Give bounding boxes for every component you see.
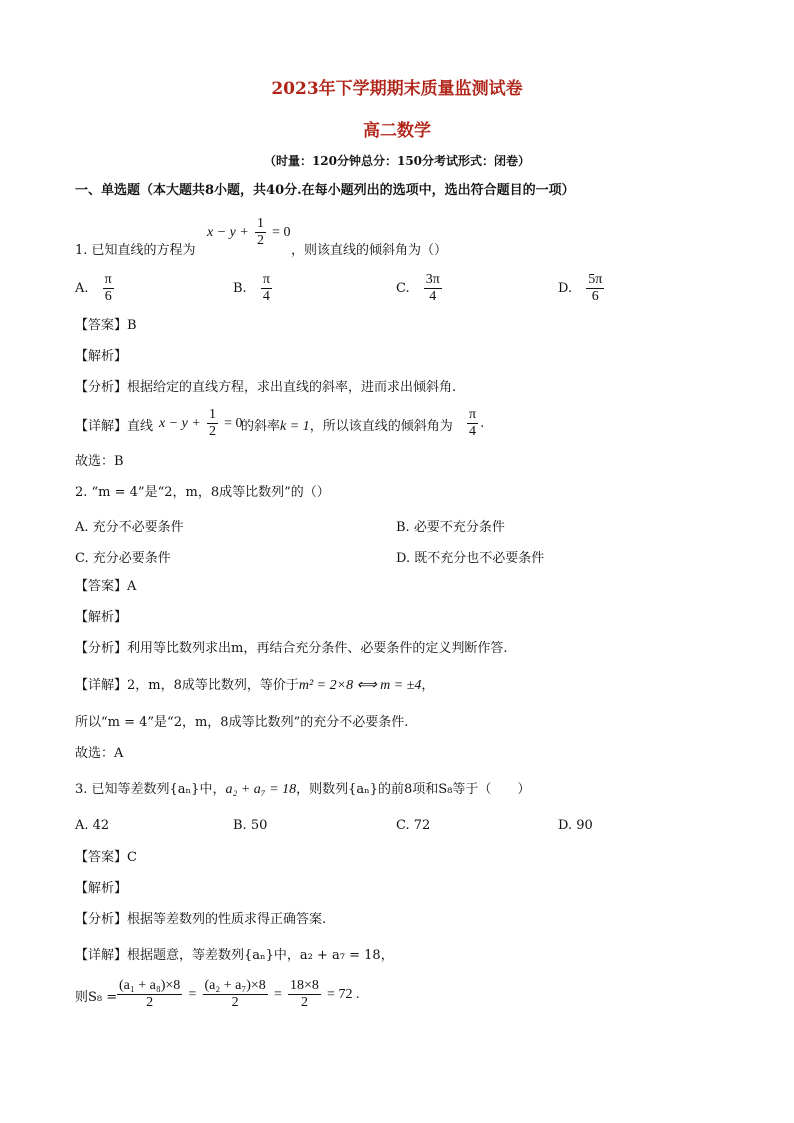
q2-option-a: A. 充分不必要条件 xyxy=(75,520,184,535)
q1-answer: 【答案】B xyxy=(75,318,137,333)
q2-option-c: C. 充分必要条件 xyxy=(75,551,171,566)
section-heading: 一、单选题（本大题共8小题，共40分.在每小题列出的选项中，选出符合题目的一项） xyxy=(75,183,575,198)
q3-option-d: D. 90 xyxy=(558,818,593,833)
q3-jiexi: 【解析】 xyxy=(75,881,128,896)
q1-equation: x − y + $\frac{1}{2}$ = 0 xyxy=(207,216,291,248)
q2-answer: 【答案】A xyxy=(75,579,137,594)
q3-answer: 【答案】C xyxy=(75,850,137,865)
q2-jiexi: 【解析】 xyxy=(75,610,128,625)
q3-option-b: B. 50 xyxy=(233,818,268,833)
q2-conclusion: 所以“m = 4”是“2，m，8成等比数列”的充分不必要条件. xyxy=(75,715,409,730)
page-subtitle: 高二数学 xyxy=(363,121,431,141)
q1-jiexi: 【解析】 xyxy=(75,349,128,364)
q3-option-a: A. 42 xyxy=(75,818,110,833)
q2-choose: 故选：A xyxy=(75,746,124,761)
q2-option-d: D. 既不充分也不必要条件 xyxy=(396,551,545,566)
q1-prefix: 1. 已知直线的方程为 xyxy=(75,243,196,258)
q1-eq-fraction: $\frac{1}{2}$ xyxy=(256,216,264,248)
q3-analysis: 【分析】根据等差数列的性质求得正确答案. xyxy=(75,912,327,927)
q1-option-c: C. $\frac{3\pi}{4}$ xyxy=(396,272,440,304)
q1-analysis: 【分析】根据给定的直线方程，求出直线的斜率，进而求出倾斜角. xyxy=(75,380,457,395)
question-3-stem: 3. 已知等差数列{aₙ}中，a₂ + a₇ = 18，则数列{aₙ}的前8项和S₈等于（ ） xyxy=(75,782,531,797)
q2-option-b: B. 必要不充分条件 xyxy=(396,520,505,535)
q1-suffix: ，则该直线的倾斜角为（） xyxy=(291,243,448,258)
q1-option-d: D. $\frac{5\pi}{6}$ xyxy=(558,272,603,304)
q3-option-c: C. 72 xyxy=(396,818,431,833)
question-2-stem: 2. “m = 4”是“2，m，8成等比数列”的（） xyxy=(75,485,330,500)
q2-detail: 【详解】2，m，8成等比数列，等价于m² = 2×8 ⟺ m = ±4， xyxy=(75,678,435,693)
q3-detail: 【详解】根据题意，等差数列{aₙ}中，a₂ + a₇ = 18， xyxy=(75,948,394,963)
page-title: 2023年下学期期末质量监测试卷 xyxy=(271,79,523,99)
exam-page: 2023年下学期期末质量监测试卷 高二数学 （时量：120分钟总分：150分考试形式：闭卷） 一、单选题（本大题共8小题，共40分.在每小题列出的选项中，选出符合题目的一项） 1. 已知直线的方程为 x − y + $\frac{1}{2}$ = 0 ，则该直线的倾斜角为（） A. $\frac{\pi}{6}$ B. $\frac{\pi}{4}$ C. $\frac{3\pi}{4}$ D. $\frac{5\pi}{6}$ 【答案】B 【解析】 【分析】根据给定的直线方程，求出直线的斜率，进而求出倾斜角. 【详解】直线 x − y + $\frac{1}{2}$ = 0 的斜率k = 1，所以该直线的倾斜角为 $\frac{\pi}{4}$ . 故选：B 2. “m = 4”是“2，m，8成等比数列”的（） A. 充分不必要条件 B. 必要不充分条件 C. 充分必要条件 D. 既不充分也不必要条件 【答案】A 【解析】 【分析】利用等比数列求出m，再结合充分条件、必要条件的定义判断作答. 【详解】2，m，8成等比数列，等价于m² = 2×8 ⟺ m = ±4， 所以“m = 4”是“2，m，8成等比数列”的充分不必要条件. 故选：A 3. 已知等差数列{aₙ}中，a₂ + a₇ = 18，则数列{aₙ}的前8项和S₈等于（ ） A. 42 B. 50 C. 72 D. 90 【答案】C 【解析】 【分析】根据等差数列的性质求得正确答案. 【详解】根据题意，等差数列{aₙ}中，a₂ + a₇ = 18， 则S₈ = $\frac{\text{(a₁ + a₈)×8}}{2}$ = $\frac{\text{(a₂ + a₇)×8}}{2}$ = $\frac{18\times 8}{2}$ = 72 . xyxy=(0,0,794,1123)
exam-meta: （时量：120分钟总分：150分考试形式：闭卷） xyxy=(263,154,531,168)
q1-option-b: B. $\frac{\pi}{4}$ xyxy=(233,272,270,304)
q2-analysis: 【分析】利用等比数列求出m，再结合充分条件、必要条件的定义判断作答. xyxy=(75,641,508,656)
q1-option-a: A. $\frac{\pi}{6}$ xyxy=(75,272,112,304)
q1-choose: 故选：B xyxy=(75,454,124,469)
